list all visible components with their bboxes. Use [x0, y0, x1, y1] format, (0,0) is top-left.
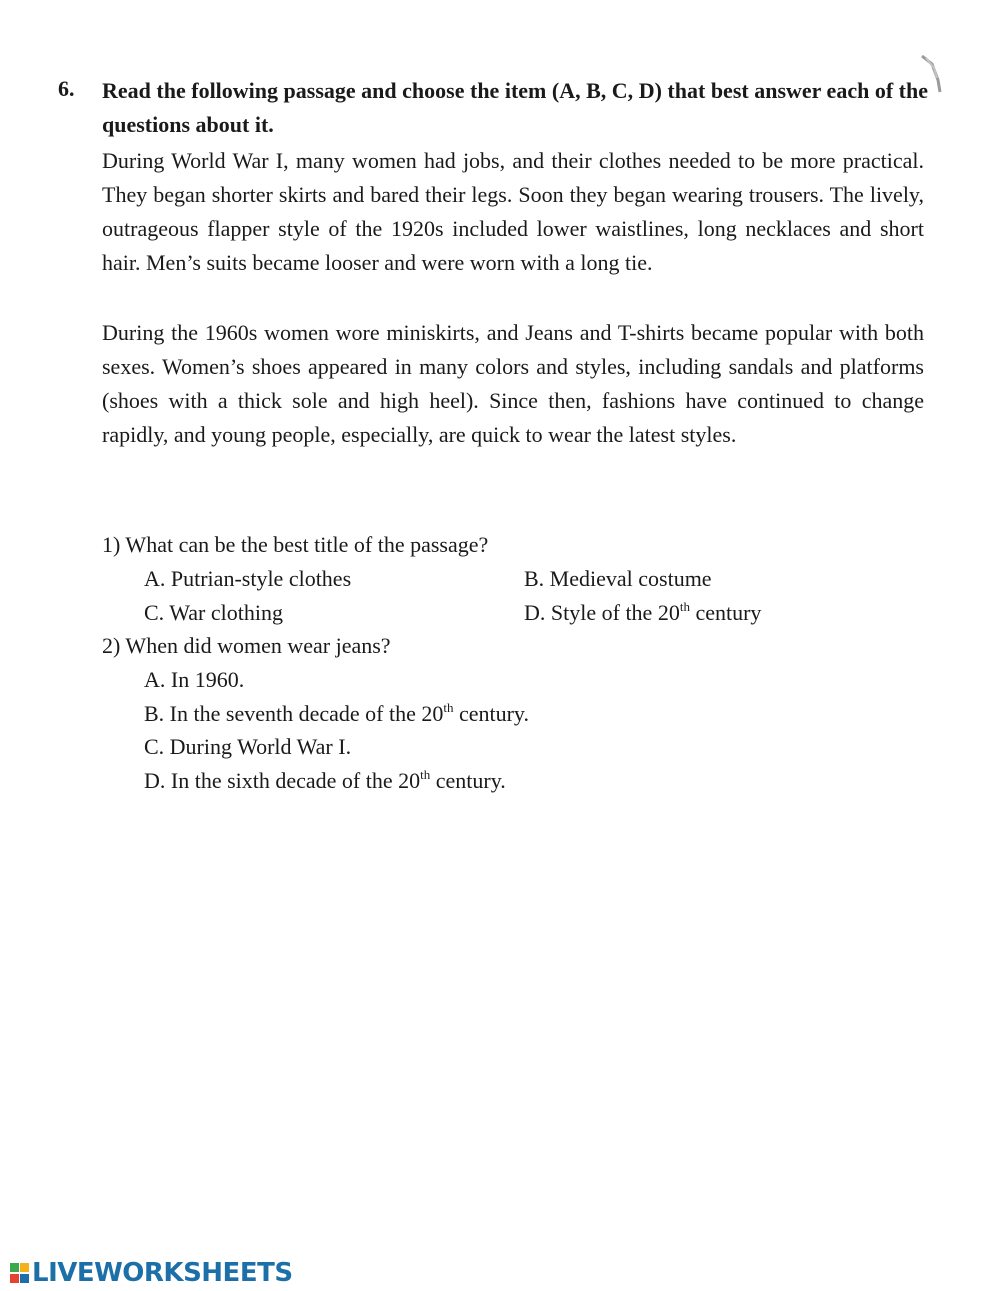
option-text: century	[689, 600, 762, 625]
liveworksheets-logo-icon	[10, 1261, 30, 1285]
liveworksheets-logo[interactable]	[10, 1257, 293, 1289]
question-2-option-c[interactable]: C. During World War I.	[144, 734, 352, 759]
ordinal-suffix: th	[679, 599, 690, 614]
option-text: D. Style of the 20	[524, 600, 680, 625]
logo-text: LIVEWORKSHEETS	[32, 1258, 293, 1288]
question-1-stem: 1) What can be the best title of the passage?	[102, 532, 489, 557]
question-number: 6.	[58, 76, 75, 101]
question-2-option-a[interactable]: A. In 1960.	[144, 667, 245, 692]
question-1-option-d[interactable]	[524, 598, 761, 628]
option-text: century.	[430, 768, 506, 793]
option-text: century.	[453, 701, 530, 726]
option-text: D. In the sixth decade of the 20	[144, 768, 421, 793]
question-2-stem: 2) When did women wear jeans?	[102, 633, 391, 658]
question-2-option-b[interactable]	[144, 699, 529, 729]
passage-paragraph-2: During the 1960s women wore miniskirts, and Jeans and T-shirts became popular with both sexes. Women’s shoes appeared in many colors and styles, including sandals and platforms (shoes with a thick sole and high heel). Since then, fashions have continued to change rapidly, and young people, especially, are quick to wear the latest styles.	[102, 320, 924, 447]
question-1-option-b[interactable]: B. Medieval costume	[524, 566, 712, 591]
instruction-text: Read the following passage and choose the item (A, B, C, D) that best answer each of the questions about it.	[102, 78, 928, 137]
ordinal-suffix: th	[420, 767, 431, 782]
option-text: B. In the seventh decade of the 20	[144, 701, 444, 726]
passage-paragraph-1: During World War I, many women had jobs, and their clothes needed to be more practical. They began shorter skirts and bared their legs. Soon they began wearing trousers. The lively, outrageous flapper style of the 1920s included lower waistlines, long necklaces and short hair. Men’s suits became looser and were worn with a long tie.	[102, 148, 924, 275]
question-2-option-d[interactable]	[144, 766, 506, 796]
question-1-option-c[interactable]: C. War clothing	[144, 600, 283, 625]
ordinal-suffix: th	[443, 700, 454, 715]
question-1-option-a[interactable]: A. Putrian-style clothes	[144, 566, 352, 591]
